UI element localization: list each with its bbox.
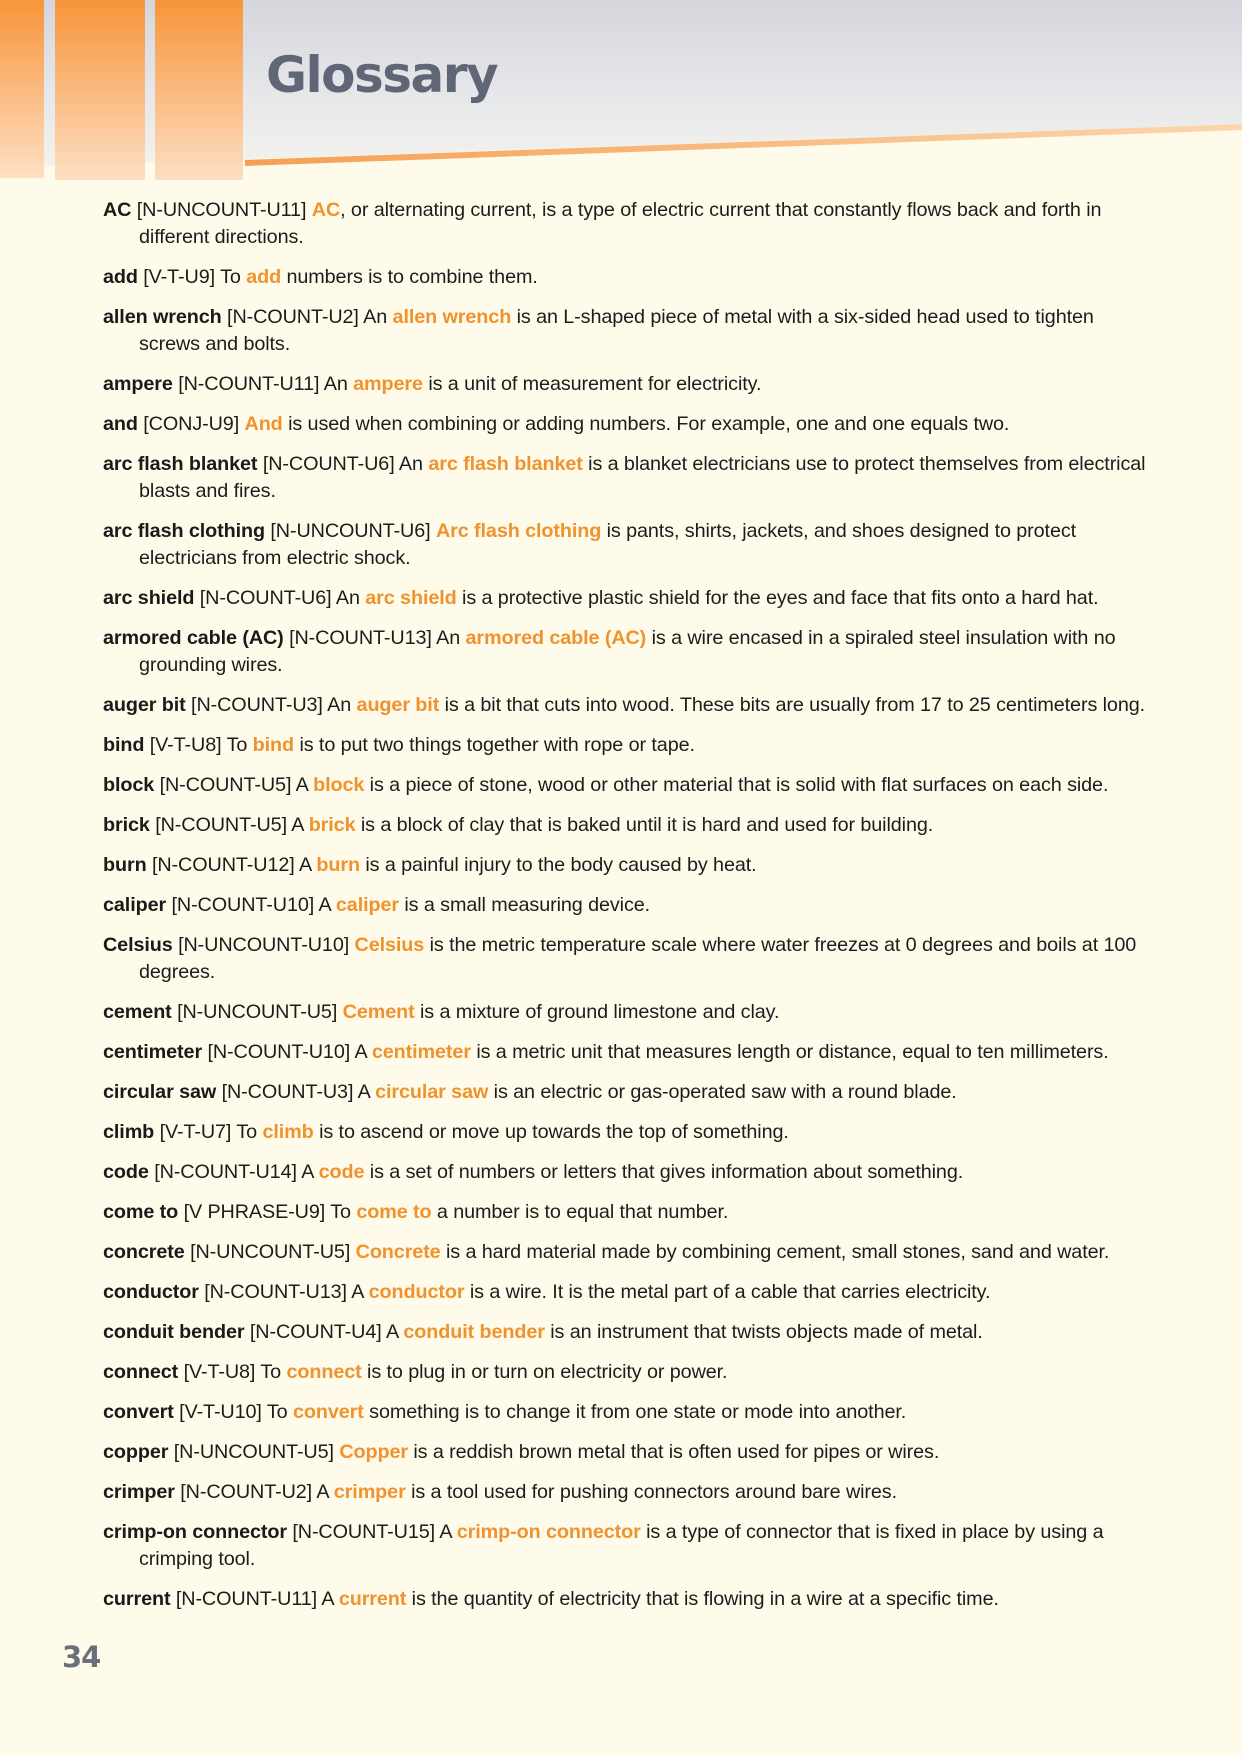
entry-part-of-speech: [N-UNCOUNT-U5] — [177, 1001, 338, 1023]
entry-definition: is a blanket electricians use to protect themselves from electrical blasts and fires. — [139, 453, 1146, 502]
entry-part-of-speech: [N-COUNT-U13] — [289, 627, 432, 649]
entry-highlighted-term: crimper — [333, 1481, 406, 1503]
entry-definition: , or alternating current, is a type of electric current that constantly flows back and forth in different directions. — [139, 199, 1102, 248]
entry-definition-lead: To — [236, 1121, 258, 1143]
entry-highlighted-term: connect — [286, 1361, 362, 1383]
glossary-entry — [103, 1439, 1153, 1466]
entry-term: circular saw — [103, 1081, 217, 1103]
entry-term: cement — [103, 1001, 172, 1023]
entry-definition: is a type of connector that is fixed in place by using a crimping tool. — [139, 1521, 1104, 1570]
entry-definition: is a bit that cuts into wood. These bits are usually from 17 to 25 centimeters long. — [444, 694, 1146, 716]
glossary-entry — [103, 1199, 1153, 1226]
entry-definition: is used when combining or adding numbers. For example, one and one equals two. — [288, 413, 1010, 435]
entry-term: auger bit — [103, 694, 186, 716]
entry-highlighted-term: burn — [316, 854, 360, 876]
entry-definition: is a set of numbers or letters that gives information about something. — [369, 1161, 964, 1183]
entry-definition: is a hard material made by combining cement, small stones, sand and water. — [446, 1241, 1110, 1263]
entry-definition: is a metric unit that measures length or distance, equal to ten millimeters. — [476, 1041, 1109, 1063]
entry-highlighted-term: ampere — [353, 373, 423, 395]
glossary-entry — [103, 1399, 1153, 1426]
entry-definition: is to put two things together with rope or tape. — [299, 734, 695, 756]
entry-definition-lead: An — [436, 627, 461, 649]
entry-definition-lead: A — [357, 1081, 370, 1103]
glossary-entry — [103, 852, 1153, 879]
entry-term: caliper — [103, 894, 167, 916]
entry-highlighted-term: block — [313, 774, 365, 796]
entry-highlighted-term: centimeter — [371, 1041, 471, 1063]
entry-term: conductor — [103, 1281, 199, 1303]
entry-highlighted-term: convert — [292, 1401, 364, 1423]
entry-highlighted-term: arc flash blanket — [428, 453, 583, 475]
entry-part-of-speech: [N-COUNT-U4] — [249, 1321, 382, 1343]
entry-term: add — [103, 266, 138, 288]
entry-definition: is an instrument that twists objects made of metal. — [550, 1321, 983, 1343]
entry-term: current — [103, 1588, 171, 1610]
entry-highlighted-term: circular saw — [375, 1081, 489, 1103]
glossary-entry — [103, 625, 1153, 679]
entry-definition: is an electric or gas-operated saw with a round blade. — [493, 1081, 957, 1103]
entry-definition-lead: To — [226, 734, 248, 756]
entry-part-of-speech: [CONJ-U9] — [143, 413, 240, 435]
entry-definition-lead: A — [354, 1041, 367, 1063]
entry-term: and — [103, 413, 138, 435]
entry-definition-lead: To — [266, 1401, 288, 1423]
entry-definition-lead: An — [335, 587, 360, 609]
glossary-entry — [103, 892, 1153, 919]
entry-highlighted-term: brick — [308, 814, 356, 836]
entry-definition: is to ascend or move up towards the top of something. — [319, 1121, 789, 1143]
glossary-entry — [103, 411, 1153, 438]
entry-definition: is a small measuring device. — [404, 894, 651, 916]
entry-highlighted-term: auger bit — [356, 694, 440, 716]
entry-definition-lead: A — [316, 1481, 329, 1503]
entry-definition-lead: A — [301, 1161, 314, 1183]
orange-tab-3 — [155, 0, 243, 180]
entry-part-of-speech: [N-COUNT-U13] — [204, 1281, 347, 1303]
entry-definition-lead: A — [439, 1521, 452, 1543]
glossary-entry — [103, 1319, 1153, 1346]
entry-term: concrete — [103, 1241, 185, 1263]
entry-definition: is a piece of stone, wood or other material that is solid with flat surfaces on each side. — [369, 774, 1109, 796]
entry-part-of-speech: [V-T-U10] — [179, 1401, 262, 1423]
glossary-entry — [103, 772, 1153, 799]
entry-definition-lead: To — [260, 1361, 282, 1383]
entry-highlighted-term: crimp-on connector — [456, 1521, 641, 1543]
entry-definition-lead: A — [385, 1321, 398, 1343]
entry-term: AC — [103, 199, 132, 221]
entry-term: arc flash clothing — [103, 520, 265, 542]
entry-definition-lead: To — [220, 266, 241, 288]
entry-highlighted-term: climb — [262, 1121, 314, 1143]
entry-term: burn — [103, 854, 147, 876]
entry-definition-lead: A — [321, 1588, 334, 1610]
entry-highlighted-term: caliper — [335, 894, 399, 916]
glossary-list — [103, 197, 1153, 1626]
entry-part-of-speech: [V-T-U7] — [159, 1121, 232, 1143]
glossary-entry — [103, 451, 1153, 505]
entry-part-of-speech: [N-UNCOUNT-U11] — [136, 199, 307, 221]
entry-highlighted-term: add — [246, 266, 282, 288]
entry-definition: is a block of clay that is baked until it is hard and used for building. — [360, 814, 934, 836]
entry-part-of-speech: [V-T-U9] — [143, 266, 216, 288]
entry-definition: is pants, shirts, jackets, and shoes designed to protect electricians from electric shock. — [139, 520, 1077, 569]
entry-part-of-speech: [N-COUNT-U3] — [221, 1081, 354, 1103]
glossary-entry — [103, 999, 1153, 1026]
entry-part-of-speech: [N-COUNT-U12] — [151, 854, 295, 876]
glossary-entry — [103, 1159, 1153, 1186]
entry-part-of-speech: [N-COUNT-U15] — [292, 1521, 436, 1543]
entry-definition-lead: To — [330, 1201, 351, 1223]
entry-definition: a number is to equal that number. — [436, 1201, 729, 1223]
entry-definition-lead: A — [318, 894, 331, 916]
entry-part-of-speech: [N-COUNT-U14] — [154, 1161, 297, 1183]
entry-part-of-speech: [V PHRASE-U9] — [183, 1201, 326, 1223]
entry-definition: is a painful injury to the body caused by heat. — [365, 854, 757, 876]
entry-definition: is a tool used for pushing connectors around bare wires. — [411, 1481, 897, 1503]
entry-definition-lead: An — [323, 373, 348, 395]
entry-part-of-speech: [N-COUNT-U10] — [171, 894, 315, 916]
glossary-entry — [103, 264, 1153, 291]
glossary-entry — [103, 932, 1153, 986]
glossary-entry — [103, 1586, 1153, 1613]
entry-part-of-speech: [N-COUNT-U6] — [199, 587, 332, 609]
glossary-entry — [103, 518, 1153, 572]
glossary-entry — [103, 1479, 1153, 1506]
entry-highlighted-term: armored cable (AC) — [465, 627, 647, 649]
entry-highlighted-term: Copper — [339, 1441, 408, 1463]
entry-definition: is a wire encased in a spiraled steel insulation with no grounding wires. — [139, 627, 1116, 676]
entry-term: armored cable (AC) — [103, 627, 284, 649]
entry-part-of-speech: [V-T-U8] — [183, 1361, 256, 1383]
entry-term: come to — [103, 1201, 179, 1223]
entry-highlighted-term: bind — [252, 734, 295, 756]
glossary-entry — [103, 304, 1153, 358]
header-decoration — [0, 0, 1242, 180]
entry-part-of-speech: [N-COUNT-U11] — [175, 1588, 318, 1610]
entry-part-of-speech: [N-COUNT-U10] — [207, 1041, 351, 1063]
entry-part-of-speech: [N-COUNT-U11] — [178, 373, 320, 395]
glossary-entry — [103, 371, 1153, 398]
glossary-entry — [103, 1279, 1153, 1306]
entry-highlighted-term: conductor — [368, 1281, 465, 1303]
entry-definition: is a unit of measurement for electricity. — [428, 373, 762, 395]
entry-term: convert — [103, 1401, 174, 1423]
entry-term: centimeter — [103, 1041, 203, 1063]
entry-term: climb — [103, 1121, 155, 1143]
entry-highlighted-term: Celsius — [354, 934, 425, 956]
entry-term: code — [103, 1161, 149, 1183]
entry-definition: is the metric temperature scale where water freezes at 0 degrees and boils at 100 degrees. — [139, 934, 1137, 983]
glossary-entry — [103, 812, 1153, 839]
glossary-entry — [103, 1119, 1153, 1146]
entry-definition: numbers is to combine them. — [286, 266, 538, 288]
entry-highlighted-term: Arc flash clothing — [435, 520, 602, 542]
entry-term: arc shield — [103, 587, 195, 609]
entry-definition: something is to change it from one state or mode into another. — [369, 1401, 907, 1423]
entry-part-of-speech: [N-COUNT-U2] — [227, 306, 359, 328]
glossary-entry — [103, 692, 1153, 719]
entry-term: conduit bender — [103, 1321, 245, 1343]
entry-highlighted-term: allen wrench — [392, 306, 512, 328]
entry-definition-lead: An — [398, 453, 423, 475]
glossary-entry — [103, 197, 1153, 251]
entry-part-of-speech: [N-COUNT-U5] — [159, 774, 292, 796]
entry-term: bind — [103, 734, 145, 756]
entry-highlighted-term: come to — [356, 1201, 432, 1223]
glossary-entry — [103, 1359, 1153, 1386]
entry-highlighted-term: current — [338, 1588, 407, 1610]
orange-tab-2 — [55, 0, 145, 180]
entry-term: copper — [103, 1441, 169, 1463]
glossary-entry — [103, 732, 1153, 759]
entry-definition: is an L-shaped piece of metal with a six-sided head used to tighten screws and bolts. — [139, 306, 1094, 355]
entry-term: ampere — [103, 373, 173, 395]
entry-part-of-speech: [N-UNCOUNT-U10] — [178, 934, 350, 956]
entry-part-of-speech: [V-T-U8] — [149, 734, 222, 756]
entry-definition-lead: An — [363, 306, 388, 328]
entry-highlighted-term: Concrete — [355, 1241, 441, 1263]
entry-part-of-speech: [N-COUNT-U3] — [191, 694, 323, 716]
entry-part-of-speech: [N-COUNT-U5] — [155, 814, 287, 836]
entry-definition-lead: A — [291, 814, 304, 836]
entry-term: connect — [103, 1361, 179, 1383]
orange-tab-1 — [0, 0, 44, 178]
entry-part-of-speech: [N-UNCOUNT-U6] — [270, 520, 431, 542]
entry-highlighted-term: Cement — [342, 1001, 415, 1023]
glossary-entry — [103, 1239, 1153, 1266]
glossary-entry — [103, 1079, 1153, 1106]
entry-highlighted-term: AC — [311, 199, 341, 221]
entry-term: crimper — [103, 1481, 175, 1503]
glossary-entry — [103, 585, 1153, 612]
page-title: Glossary — [266, 46, 498, 104]
entry-term: arc flash blanket — [103, 453, 258, 475]
glossary-entry — [103, 1519, 1153, 1573]
entry-definition-lead: A — [295, 774, 308, 796]
entry-definition: is a protective plastic shield for the eyes and face that fits onto a hard hat. — [462, 587, 1099, 609]
entry-highlighted-term: code — [318, 1161, 365, 1183]
entry-term: brick — [103, 814, 150, 836]
entry-definition: is a mixture of ground limestone and clay. — [420, 1001, 780, 1023]
entry-highlighted-term: conduit bender — [403, 1321, 545, 1343]
glossary-entry — [103, 1039, 1153, 1066]
entry-definition-lead: A — [351, 1281, 364, 1303]
entry-definition: is a reddish brown metal that is often used for pipes or wires. — [413, 1441, 940, 1463]
page-number: 34 — [62, 1640, 101, 1674]
entry-term: Celsius — [103, 934, 173, 956]
entry-term: crimp-on connector — [103, 1521, 287, 1543]
entry-term: allen wrench — [103, 306, 222, 328]
entry-highlighted-term: And — [244, 413, 283, 435]
entry-definition-lead: An — [327, 694, 352, 716]
entry-definition-lead: A — [298, 854, 311, 876]
entry-part-of-speech: [N-COUNT-U6] — [262, 453, 395, 475]
entry-part-of-speech: [N-UNCOUNT-U5] — [190, 1241, 351, 1263]
entry-definition: is to plug in or turn on electricity or power. — [367, 1361, 728, 1383]
entry-definition: is the quantity of electricity that is flowing in a wire at a specific time. — [411, 1588, 999, 1610]
entry-definition: is a wire. It is the metal part of a cable that carries electricity. — [469, 1281, 991, 1303]
entry-part-of-speech: [N-COUNT-U2] — [180, 1481, 313, 1503]
entry-term: block — [103, 774, 155, 796]
entry-part-of-speech: [N-UNCOUNT-U5] — [173, 1441, 334, 1463]
entry-highlighted-term: arc shield — [365, 587, 457, 609]
page-header — [0, 0, 1242, 175]
